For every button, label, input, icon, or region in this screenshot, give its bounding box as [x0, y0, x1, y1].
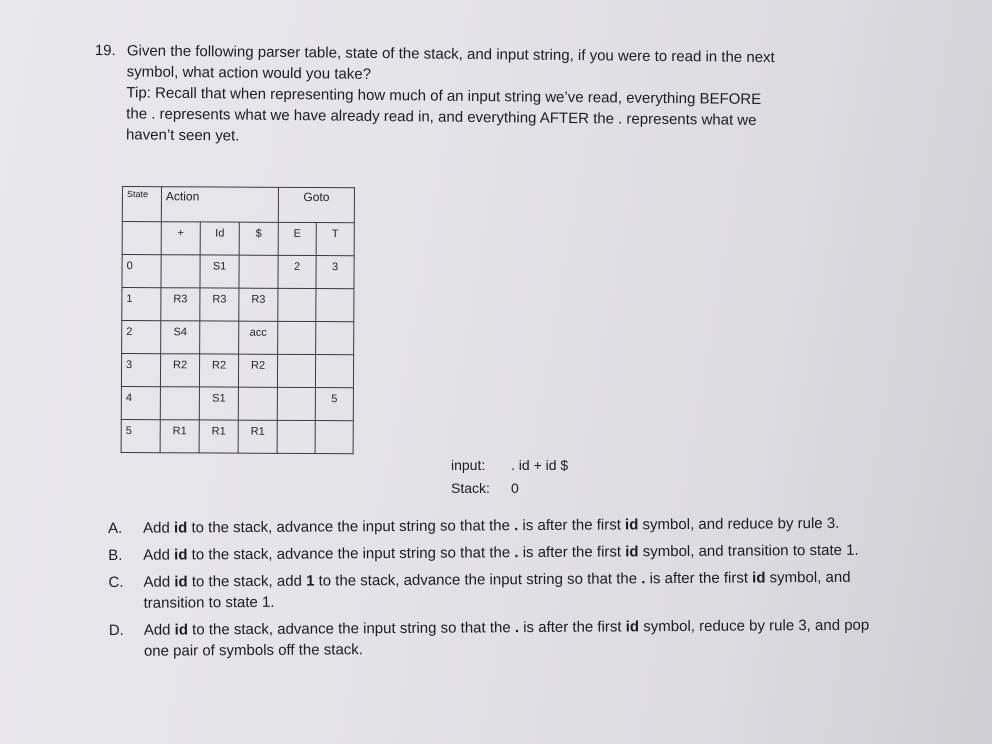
answer-letter: A. — [108, 519, 123, 537]
action-dollar-cell — [239, 321, 278, 354]
answer-bold-text: id — [173, 519, 188, 537]
symbol-t: T — [331, 228, 339, 241]
symbol-dollar-cell — [239, 222, 278, 255]
action-plus-value — [166, 255, 196, 260]
goto-t-cell — [315, 421, 353, 454]
state-value: 4 — [125, 392, 133, 405]
answer-dot: . — [641, 570, 646, 588]
goto-e-cell — [278, 255, 316, 288]
header-state-label: State — [126, 189, 148, 200]
state-cell — [122, 288, 161, 321]
parser-table — [121, 186, 355, 454]
io-block — [451, 454, 568, 500]
answer-text: Add — [143, 519, 174, 537]
answer-letter: B. — [108, 546, 123, 564]
answer-dot: . — [514, 517, 519, 535]
action-id-value: R2 — [211, 359, 227, 372]
state-value: 1 — [126, 293, 133, 306]
answer-text: symbol, and reduce by rule 3. — [638, 514, 840, 534]
answer-text: to the stack, add — [187, 572, 307, 591]
action-plus-value — [165, 387, 195, 392]
goto-t-cell — [316, 256, 354, 289]
symbol-e-cell — [278, 222, 316, 255]
action-id-cell — [199, 420, 238, 453]
goto-t-cell — [315, 355, 353, 388]
answer-bold-text: id — [174, 621, 189, 639]
action-dollar-value: R2 — [250, 359, 266, 372]
action-plus-value: R1 — [172, 425, 187, 438]
table-row — [121, 354, 353, 388]
goto-e-value: 2 — [293, 260, 301, 273]
symbol-dollar: $ — [255, 227, 262, 240]
answer-option-c[interactable] — [108, 567, 878, 614]
answer-text: is after the first — [518, 516, 626, 535]
goto-t-value — [320, 355, 349, 360]
answer-bold-text: id — [174, 546, 188, 564]
action-id-value: S1 — [212, 392, 226, 405]
action-dollar-value: R1 — [250, 425, 265, 438]
action-id-cell — [199, 354, 238, 387]
action-plus-cell — [160, 387, 199, 420]
action-plus-cell — [161, 255, 200, 288]
header-action-cell — [161, 187, 278, 223]
action-id-value — [204, 321, 234, 326]
goto-t-value: 5 — [331, 393, 338, 406]
header-action-label: Action — [165, 189, 200, 204]
action-dollar-cell — [238, 354, 277, 387]
header-state-cell — [122, 187, 161, 222]
answer-text: Add — [143, 546, 175, 564]
answer-bold-text: id — [174, 573, 188, 591]
goto-e-value — [282, 289, 311, 294]
goto-t-cell — [316, 289, 354, 322]
action-plus-value: R3 — [173, 293, 188, 306]
table-row — [121, 386, 353, 420]
action-dollar-cell — [239, 288, 278, 321]
answer-bold-text: id — [625, 618, 640, 636]
question-block — [94, 40, 855, 153]
symbol-empty-cell — [122, 222, 161, 255]
stack-value: 0 — [511, 480, 519, 496]
answer-text: symbol, and transition to state 1. — [638, 541, 859, 561]
answer-option-a[interactable] — [108, 513, 878, 539]
answer-bold-text: id — [752, 569, 766, 587]
action-dollar-value: R3 — [251, 293, 266, 306]
symbol-plus-cell — [161, 222, 200, 255]
stack-label: Stack: — [451, 480, 490, 496]
goto-e-cell — [278, 321, 316, 354]
question-line-2: symbol, what action would you take? — [126, 63, 372, 83]
state-value: 3 — [126, 359, 133, 372]
goto-t-cell — [315, 388, 353, 421]
goto-e-value — [282, 388, 311, 393]
state-cell — [121, 386, 160, 419]
table-row — [122, 321, 354, 355]
answer-text: Add — [143, 573, 175, 591]
goto-e-cell — [277, 354, 315, 387]
answer-list — [108, 513, 879, 668]
table-row — [121, 419, 353, 453]
goto-e-cell — [277, 387, 315, 420]
action-plus-cell — [160, 420, 199, 453]
question-text-1: Given the following parser table, state of the stack, and input string, if you were to read in the next — [126, 42, 775, 67]
action-dollar-value: acc — [249, 326, 267, 339]
table-row — [122, 288, 354, 322]
answer-text: to the stack, advance the input string so that the — [314, 570, 642, 590]
action-dollar-value — [243, 388, 273, 393]
answer-text: is after the first — [645, 569, 753, 588]
answer-text: is after the first — [518, 543, 626, 562]
answer-option-b[interactable] — [108, 540, 878, 566]
goto-e-cell — [278, 288, 316, 321]
state-value: 2 — [126, 326, 133, 339]
action-id-value: R1 — [211, 425, 226, 438]
action-plus-value: S4 — [173, 326, 188, 339]
action-plus-cell — [160, 354, 199, 387]
state-value: 5 — [125, 425, 132, 438]
answer-letter: C. — [108, 573, 124, 591]
answer-text: to the stack, advance the input string so that the — [187, 517, 515, 537]
answer-text: to the stack, advance the input string so that the — [187, 619, 515, 639]
tip-line-2: the . represents what we have already read in, and everything AFTER the . represents what we — [126, 105, 757, 129]
action-plus-cell — [161, 288, 200, 321]
answer-bold-text: id — [624, 516, 639, 534]
input-line — [451, 454, 568, 477]
answer-text: symbol, reduce by rule 3, and pop one pair of symbols off the stack. — [143, 616, 870, 660]
action-id-value: R3 — [212, 293, 227, 306]
state-cell — [122, 321, 161, 354]
answer-dot: . — [514, 544, 519, 562]
symbol-e: E — [293, 227, 301, 240]
goto-t-cell — [316, 322, 354, 355]
input-label: input: — [451, 457, 486, 473]
state-cell — [122, 255, 161, 288]
action-id-cell — [200, 255, 239, 288]
answer-bold-text: 1 — [305, 572, 315, 590]
answer-option-d[interactable] — [109, 615, 879, 662]
table-header-row — [122, 187, 354, 223]
action-dollar-cell — [238, 387, 277, 420]
tip-line-1: Tip: Recall that when representing how much of an input string we’ve read, everything BEFORE — [126, 84, 762, 108]
tip-line-3: haven’t seen yet. — [125, 126, 240, 145]
action-plus-value: R2 — [172, 359, 188, 372]
answer-bold-text: id — [625, 543, 639, 561]
action-id-cell — [199, 387, 238, 420]
action-dollar-value — [244, 256, 274, 261]
goto-t-value — [320, 289, 349, 294]
goto-t-value: 3 — [331, 261, 339, 274]
state-value: 0 — [126, 260, 133, 273]
table-row — [122, 255, 354, 289]
answer-text: to the stack, advance the input string so that the — [187, 544, 515, 564]
goto-e-value — [282, 421, 311, 426]
stack-line — [451, 477, 568, 500]
goto-e-value — [282, 355, 311, 360]
answer-text: Add — [143, 621, 175, 639]
answer-letter: D. — [108, 621, 124, 639]
header-goto-label: Goto — [303, 189, 330, 205]
answer-text: symbol, and transition to state 1. — [143, 568, 851, 612]
goto-t-value — [320, 421, 349, 426]
symbol-t-cell — [316, 223, 354, 256]
input-value: . id + id $ — [511, 457, 569, 473]
state-cell — [121, 354, 160, 387]
action-plus-cell — [161, 321, 200, 354]
answer-dot: . — [514, 619, 520, 637]
goto-e-value — [282, 322, 311, 327]
action-dollar-cell — [239, 255, 278, 288]
answer-text: is after the first — [518, 618, 626, 637]
goto-t-value — [320, 322, 349, 327]
action-id-value: S1 — [212, 260, 227, 273]
action-id-cell — [200, 321, 239, 354]
action-id-cell — [200, 288, 239, 321]
state-cell — [121, 419, 160, 452]
question-number: 19. — [94, 41, 116, 60]
symbol-plus: + — [177, 227, 185, 240]
table-symbol-row — [122, 222, 354, 256]
goto-e-cell — [277, 420, 315, 453]
header-goto-cell — [278, 187, 354, 222]
symbol-id: Id — [215, 227, 225, 240]
symbol-id-cell — [200, 222, 239, 255]
action-dollar-cell — [238, 420, 277, 453]
